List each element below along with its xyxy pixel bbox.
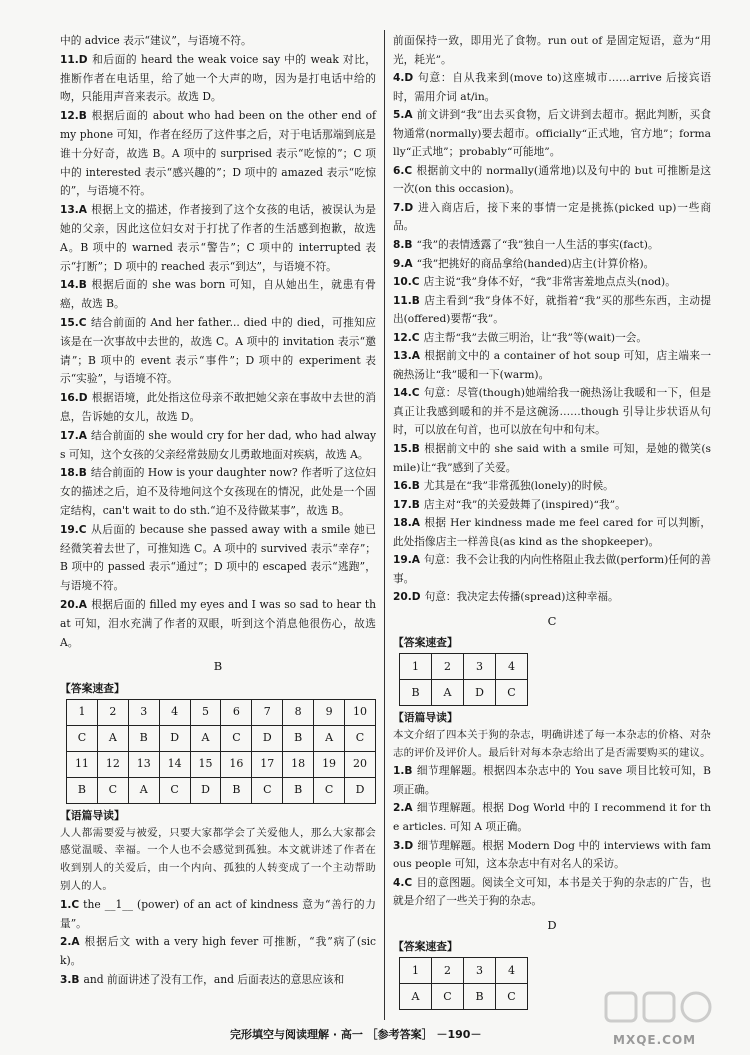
section-heading: 【语篇导读】 xyxy=(393,711,458,725)
answer-item xyxy=(393,255,711,274)
table-cell: 6 xyxy=(221,699,252,725)
answer-explanation: 和后面的 heard the weak voice say 中的 weak 对比，推断作者在电话里，给了她一个大声的吻，因为是打电话中给的吻，只能用声音来表示。故选 D。 xyxy=(60,52,376,104)
table-cell: 15 xyxy=(190,751,221,777)
answer-number: 10.C xyxy=(393,276,420,289)
answer-number: 16.D xyxy=(60,392,88,405)
answer-explanation: 店主说“我”身体不好，“我”非常害羞地点点头(nod)。 xyxy=(423,275,676,289)
table-cell: C xyxy=(496,680,528,706)
answer-explanation: the __1__ (power) of an act of kindness 意为“善行的力量”。 xyxy=(60,897,376,930)
answer-item xyxy=(393,292,711,329)
answer-item xyxy=(60,971,376,990)
answer-key-table xyxy=(66,699,376,804)
table-cell: 2 xyxy=(432,654,464,680)
table-cell: D xyxy=(159,725,190,751)
answer-item xyxy=(393,162,711,199)
answer-explanation: and 前面讲述了没有工作，and 后面表达的意思应该和 xyxy=(83,972,345,986)
table-cell: 1 xyxy=(67,699,98,725)
answer-explanation: 根据 Her kindness made me feel cared for 可以判断，此处指像店主一样善良(as kind as the shopkeeper)。 xyxy=(393,516,711,548)
answer-item xyxy=(60,933,376,971)
answer-item xyxy=(393,69,711,106)
answer-explanation: 进入商店后，接下来的事情一定是挑拣(picked up)一些商品。 xyxy=(393,200,711,233)
table-cell: D xyxy=(252,725,283,751)
answer-explanation: 从后面的 because she passed away with a smile 她已经微笑着去世了，可推知选 C。A 项中的 survived 表示“幸存”；B 项中的 passed 表示“通过”；D 项中的 escaped 表示“逃跑”，与语境不符。 xyxy=(60,522,376,593)
answer-explanation: 根据语境，此处指这位母亲不敢把她父亲在事故中去世的消息，告诉她的女儿，故选 D。 xyxy=(60,391,376,423)
answer-item xyxy=(393,440,711,477)
table-cell: C xyxy=(432,984,464,1010)
table-cell: 1 xyxy=(400,654,432,680)
answer-explanation: 店主对“我”的关爱鼓舞了(inspired)“我”。 xyxy=(423,497,626,511)
section-heading: 【答案速查】 xyxy=(60,681,125,695)
table-cell: A xyxy=(128,777,159,803)
answer-item xyxy=(60,596,376,652)
answer-number: 20.A xyxy=(60,598,87,611)
table-row xyxy=(67,777,376,803)
answer-number: 11.B xyxy=(393,294,420,307)
table-row xyxy=(67,699,376,725)
table-cell: 17 xyxy=(252,751,283,777)
answer-number: 6.C xyxy=(393,164,413,177)
answer-item xyxy=(60,32,376,51)
table-cell: C xyxy=(67,725,98,751)
answer-item xyxy=(60,201,376,276)
answer-item xyxy=(393,874,711,911)
right-column xyxy=(393,32,711,1013)
answer-number: 11.D xyxy=(60,53,88,66)
answer-number: 13.A xyxy=(393,350,420,363)
answer-explanation: 句意：我决定去传播(spread)这种幸福。 xyxy=(424,590,619,604)
table-cell: 2 xyxy=(97,699,128,725)
answer-explanation: 前面保持一致，即用光了食物。run out of 是固定短语，意为“用光，耗光”。 xyxy=(393,34,711,66)
answer-explanation: 结合前面的 How is your daughter now? 作者听了这位妇女的描述之后，迫不及待地问这个女孩现在的情况，此处是一个固定结构，can't wait to do sth.“迫不及待做某事”，故选 B。 xyxy=(60,466,376,517)
answer-item xyxy=(60,464,376,520)
reading-guide-text: 本文介绍了四本关于狗的杂志，明确讲述了每一本杂志的价格、对杂志的评价及评价人。最后针对每本杂志给出了是否需要购买的建议。 xyxy=(393,729,711,759)
watermark-text: MXQE.COM xyxy=(613,1033,697,1047)
answer-item xyxy=(393,477,711,496)
section-letter: C xyxy=(547,613,557,628)
page-footer: 完形填空与阅读理解 · 高一 ［参考答案］ －190－ xyxy=(230,1028,482,1041)
column-divider xyxy=(384,30,385,1020)
answer-item xyxy=(393,199,711,236)
table-cell: B xyxy=(283,725,314,751)
answer-item xyxy=(393,514,711,551)
answer-number: 3.D xyxy=(393,839,414,852)
table-cell: 10 xyxy=(345,699,376,725)
answer-item xyxy=(393,236,711,255)
answer-item xyxy=(393,106,711,162)
table-cell: 12 xyxy=(97,751,128,777)
answer-number: 4.C xyxy=(393,876,413,889)
answer-number: 19.A xyxy=(393,554,420,567)
answer-item xyxy=(393,588,711,607)
answer-item xyxy=(393,837,711,874)
section-letter: D xyxy=(547,917,557,932)
answer-explanation: 句意：尽管(though)她端给我一碗热汤让我暖和一下，但是真正让我感到暖和的并不是这碗汤……though 引导让步状语从句时，可以放在句首，也可以放在句中和句末。 xyxy=(393,386,711,437)
answer-explanation: 根据后文 with a very high fever 可推断，“我”病了(sick)。 xyxy=(60,935,376,968)
answer-item xyxy=(60,896,376,934)
answer-number: 17.B xyxy=(393,498,420,511)
answer-number: 15.B xyxy=(393,443,420,456)
answer-item xyxy=(393,273,711,292)
table-cell: C xyxy=(159,777,190,803)
table-cell: 8 xyxy=(283,699,314,725)
table-cell: 20 xyxy=(345,751,376,777)
answer-number: 8.B xyxy=(393,239,413,252)
answer-number: 15.C xyxy=(60,316,87,329)
table-cell: 4 xyxy=(496,654,528,680)
answer-item xyxy=(393,384,711,440)
answer-item xyxy=(393,32,711,69)
table-cell: 14 xyxy=(159,751,190,777)
table-cell: C xyxy=(345,725,376,751)
answer-explanation: 尤其是在“我”非常孤独(lonely)的时候。 xyxy=(423,479,614,493)
table-cell: D xyxy=(190,777,221,803)
table-cell: B xyxy=(464,984,496,1010)
table-cell: B xyxy=(128,725,159,751)
table-cell: 11 xyxy=(67,751,98,777)
answer-explanation: 细节理解题。根据 Modern Dog 中的 interviews with famous people 可知，这本杂志中有对名人的采访。 xyxy=(393,838,711,871)
table-cell: 4 xyxy=(496,958,528,984)
answer-explanation: “我”把挑好的商品拿给(handed)店主(计算价格)。 xyxy=(416,256,655,270)
answer-item xyxy=(393,762,711,799)
table-cell: D xyxy=(464,680,496,706)
table-cell: B xyxy=(283,777,314,803)
section-heading: 【答案速查】 xyxy=(393,636,458,650)
table-cell: A xyxy=(400,984,432,1010)
answer-item xyxy=(60,107,376,201)
table-cell: D xyxy=(345,777,376,803)
answer-explanation: 根据后面的 she was born 可知，自从她出生，就患有骨癌，故选 B。 xyxy=(60,278,376,311)
answer-explanation: 中的 advice 表示“建议”，与语境不符。 xyxy=(60,34,252,47)
answer-number: 18.A xyxy=(393,517,420,530)
table-cell: C xyxy=(314,777,345,803)
answer-number: 1.C xyxy=(60,898,80,911)
left-column xyxy=(60,32,376,990)
answer-explanation: 根据前文中的 she said with a smile 可知，是她的微笑(smile)让“我”感到了关爱。 xyxy=(393,442,711,474)
table-cell: A xyxy=(190,725,221,751)
table-cell: C xyxy=(221,725,252,751)
table-cell: 3 xyxy=(128,699,159,725)
table-cell: A xyxy=(432,680,464,706)
table-cell: 2 xyxy=(432,958,464,984)
answer-item xyxy=(60,314,376,389)
answer-explanation: 句意：自从我来到(move to)这座城市……arrive 后接宾语时，需用介词 at/in。 xyxy=(393,71,711,103)
reading-guide-text: 人人都需要爱与被爱，只要大家都学会了关爱他人，那么大家都会感觉温暖、幸福。一个人也不会感觉到孤独。本文就讲述了作者在收到别人的关爱后，由一个内向、孤独的人转变成了一个主动帮助别人的人。 xyxy=(60,826,376,892)
answer-explanation: 句意：我不会让我的内向性格阻止我去做(perform)任何的善事。 xyxy=(393,553,711,585)
answer-number: 2.A xyxy=(393,802,413,815)
answer-item xyxy=(60,51,376,107)
answer-number: 12.C xyxy=(393,331,420,344)
answer-number: 1.B xyxy=(393,765,413,778)
answer-explanation: 根据前文中的 normally(通常地)以及句中的 but 可推断是这一次(on this occasion)。 xyxy=(393,163,711,196)
table-cell: 7 xyxy=(252,699,283,725)
table-cell: B xyxy=(67,777,98,803)
answer-item xyxy=(393,329,711,348)
answer-number: 3.B xyxy=(60,973,80,986)
answer-number: 17.A xyxy=(60,429,87,442)
answer-explanation: 根据后面的 about who had been on the other end of my phone 可知，作者在经历了这件事之后，对于电话那端到底是谁十分好奇，故选 B。A 项中的 surprised 表示“吃惊的”；C 项中的 interested 表示“感兴趣的”；D 项中的 amazed 表示“吃惊的”，与语境不符。 xyxy=(60,109,376,198)
table-cell: 3 xyxy=(464,958,496,984)
answer-key-table xyxy=(399,653,528,706)
table-row xyxy=(400,984,528,1010)
table-row xyxy=(400,654,528,680)
answer-explanation: 结合前面的 And her father... died 中的 died，可推知应该是在一次事故中去世的，故选 C。A 项中的 invitation 表示“邀请”；B 项中的 event 表示“事件”；D 项中的 experiment 表示“实验”，与语境不符。 xyxy=(60,315,376,386)
answer-number: 12.B xyxy=(60,110,87,123)
table-cell: C xyxy=(496,984,528,1010)
answer-number: 9.A xyxy=(393,257,413,270)
answer-explanation: 前文讲到“我”出去买食物，后文讲到去超市。据此判断，买食物通常(normally)要去超市。officially“正式地，官方地”；formally“正式地”；probably“可能地”。 xyxy=(393,108,711,159)
answer-explanation: 店主看到“我”身体不好，就指着“我”买的那些东西，主动提出(offered)要帮“我”。 xyxy=(393,293,711,326)
table-cell: 9 xyxy=(314,699,345,725)
answer-number: 20.D xyxy=(393,591,421,604)
answer-number: 19.C xyxy=(60,523,87,536)
answer-explanation: 结合前面的 she would cry for her dad, who had always 可知，这个女孩的父亲经常鼓励女儿勇敢地面对疾病，故选 A。 xyxy=(60,428,376,461)
table-cell: 19 xyxy=(314,751,345,777)
answer-item xyxy=(60,427,376,465)
table-cell: C xyxy=(97,777,128,803)
answer-explanation: 细节理解题。根据 Dog World 中的 I recommend it for the articles. 可知 A 项正确。 xyxy=(393,801,711,833)
answer-number: 14.B xyxy=(60,279,87,292)
table-row xyxy=(67,751,376,777)
table-cell: A xyxy=(314,725,345,751)
table-cell: 3 xyxy=(464,654,496,680)
answer-number: 4.D xyxy=(393,72,414,85)
table-cell: 5 xyxy=(190,699,221,725)
table-cell: A xyxy=(97,725,128,751)
answer-number: 18.B xyxy=(60,467,87,480)
section-heading: 【语篇导读】 xyxy=(60,808,125,822)
section-letter: B xyxy=(213,659,223,674)
answer-key-table xyxy=(399,957,528,1010)
answer-explanation: “我”的表情透露了“我”独自一人生活的事实(fact)。 xyxy=(416,238,659,252)
answer-item xyxy=(60,389,376,427)
answer-item xyxy=(393,551,711,588)
answer-item xyxy=(60,276,376,314)
section-heading: 【答案速查】 xyxy=(393,940,458,954)
answer-number: 16.B xyxy=(393,480,420,493)
table-cell: 4 xyxy=(159,699,190,725)
answer-number: 2.A xyxy=(60,936,80,949)
table-cell: 1 xyxy=(400,958,432,984)
answer-item xyxy=(393,347,711,384)
answer-item xyxy=(60,521,376,596)
table-cell: C xyxy=(252,777,283,803)
table-cell: 16 xyxy=(221,751,252,777)
table-cell: B xyxy=(221,777,252,803)
table-cell: B xyxy=(400,680,432,706)
answer-number: 5.A xyxy=(393,109,413,122)
answer-item xyxy=(393,799,711,836)
answer-item xyxy=(393,496,711,515)
answer-explanation: 根据后面的 filled my eyes and I was so sad to hear that 可知，泪水充满了作者的双眼，听到这个消息他很伤心，故选 A。 xyxy=(60,597,376,649)
answer-number: 14.C xyxy=(393,387,420,400)
answer-explanation: 根据前文中的 a container of hot soup 可知，店主端来一碗热汤让“我”暖和一下(warm)。 xyxy=(393,349,711,381)
answer-number: 13.A xyxy=(60,204,87,217)
table-row xyxy=(400,680,528,706)
table-cell: 13 xyxy=(128,751,159,777)
answer-explanation: 根据上文的描述，作者接到了这个女孩的电话，被误认为是她的父亲，因此这位妇女对于打扰了作者的生活感到抱歉，故选 A。B 项中的 warned 表示“警告”；C 项中的 interrupted 表示“打断”；D 项中的 reached 表示“到达”，与语境不符。 xyxy=(60,203,376,273)
answer-number: 7.D xyxy=(393,201,414,214)
answer-explanation: 细节理解题。根据四本杂志中的 You save 项目比较可知，B 项正确。 xyxy=(393,764,711,796)
table-row xyxy=(67,725,376,751)
answer-explanation: 目的意图题。阅读全文可知，本书是关于狗的杂志的广告，也就是介绍了一些关于狗的杂志。 xyxy=(393,875,711,908)
answer-explanation: 店主帮“我”去做三明治，让“我”等(wait)一会。 xyxy=(423,330,647,344)
table-row xyxy=(400,958,528,984)
table-cell: 18 xyxy=(283,751,314,777)
